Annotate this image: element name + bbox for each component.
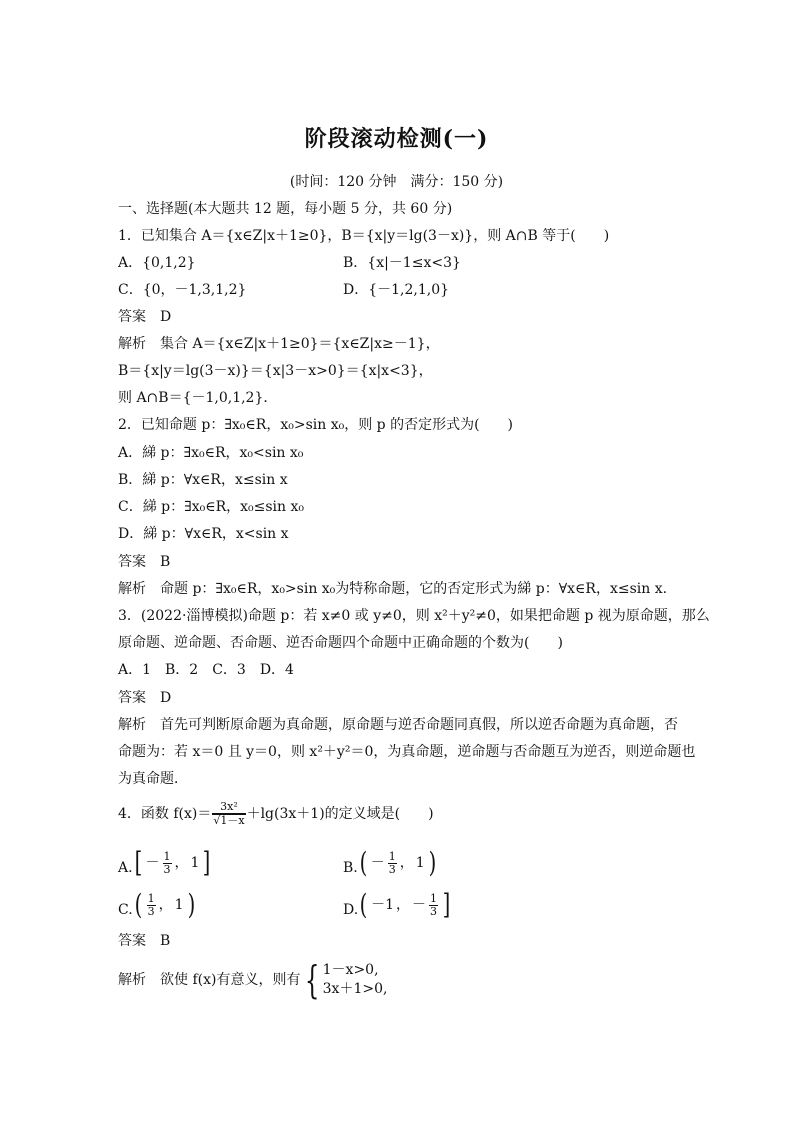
system-line-1: 1－x>0,	[322, 962, 379, 978]
comma: ，	[399, 855, 414, 871]
q2-option-b: B．綈 p：∀x∈R，x≤sin x	[118, 472, 288, 488]
fraction-numerator: 1	[163, 849, 171, 863]
fraction	[147, 893, 156, 918]
right-bracket: )	[187, 888, 195, 921]
q2-analysis: 解析 命题 p：∃x₀∈R，x₀>sin x₀为特称命题，它的否定形式为綈 p：∀x∈R，x≤sin x.	[118, 581, 668, 597]
fraction-numerator: 3x²	[212, 801, 245, 814]
comma: ，	[174, 855, 189, 871]
q3-analysis-line3: 为真命题．	[118, 771, 188, 787]
q4-answer: 答案 B	[118, 933, 171, 949]
interval	[133, 846, 213, 880]
system-lines	[323, 961, 388, 999]
minus-sign: －	[370, 855, 385, 871]
q2-stem: 2．已知命题 p：∃x₀∈R，x₀>sin x₀，则 p 的否定形式为( )	[118, 417, 513, 433]
q4-stem-prefix: 4．函数 f(x)＝	[118, 806, 212, 822]
page-title: 阶段滚动检测(一)	[304, 126, 489, 152]
q2-option-d: D．綈 p：∀x∈R，x<sin x	[118, 526, 289, 542]
q4-option-d	[343, 888, 452, 927]
right-bracket: ]	[203, 846, 211, 879]
q4-option-c	[118, 888, 196, 927]
interval-right-value: 1	[415, 855, 425, 871]
q4-analysis	[118, 960, 387, 1000]
fraction-denominator: 3	[388, 862, 396, 876]
left-bracket: (	[134, 888, 142, 921]
comma: ，	[396, 897, 411, 913]
q4-option-b	[343, 846, 438, 885]
interval	[358, 888, 452, 922]
fraction-denominator: √1－x	[213, 814, 245, 827]
q3-options: A．1 B．2 C．3 D．4	[118, 662, 294, 678]
fraction-denominator: 3	[430, 904, 438, 918]
q4-fraction	[212, 801, 245, 827]
left-bracket: (	[359, 846, 368, 879]
q4-analysis-prefix: 解析 欲使 f(x)有意义，则有	[118, 972, 301, 988]
comma: ，	[158, 897, 173, 913]
q2-answer: 答案 B	[118, 554, 171, 570]
q3-analysis-line2: 命题为：若 x＝0 且 y＝0，则 x²＋y²＝0，为真命题，逆命题与否命题互为逆否，则逆命题也	[118, 744, 696, 760]
interval-left-value: －1	[371, 897, 395, 913]
right-bracket: )	[428, 846, 436, 879]
q1-answer: 答案 D	[118, 309, 172, 325]
q1-analysis-line1: 解析 集合 A＝{x∈Z|x＋1≥0}＝{x∈Z|x≥－1}，	[118, 336, 440, 352]
fraction	[429, 893, 438, 918]
exam-meta: (时间：120 分钟 满分：150 分)	[289, 174, 504, 190]
q1-stem: 1．已知集合 A＝{x∈Z|x＋1≥0}，B＝{x|y＝lg(3－x)}，则 A∩B 等于( )	[118, 228, 610, 244]
left-brace: {	[305, 958, 320, 1002]
fraction	[388, 851, 397, 876]
q1-option-c: C．{0，－1,3,1,2}	[118, 282, 247, 298]
section-heading: 一、选择题(本大题共 12 题，每小题 5 分，共 60 分)	[118, 201, 453, 217]
option-label: B.	[343, 860, 358, 876]
option-label: D.	[343, 902, 359, 918]
q3-stem-line2: 原命题、逆命题、否命题、逆否命题四个命题中正确命题的个数为( )	[118, 635, 563, 651]
option-label: C.	[118, 902, 133, 918]
interval-right-value: 1	[190, 855, 200, 871]
q1-option-b: B．{x|－1≤x<3}	[343, 255, 461, 271]
fraction-denominator: 3	[147, 904, 155, 918]
left-bracket: (	[359, 888, 368, 921]
q2-option-a: A．綈 p：∃x₀∈R，x₀<sin x₀	[118, 445, 304, 461]
fraction-numerator: 1	[147, 891, 155, 905]
q3-answer: 答案 D	[118, 690, 172, 706]
q3-analysis-line1: 解析 首先可判断原命题为真命题，原命题与逆否命题同真假，所以逆否命题为真命题，否	[118, 717, 678, 733]
interval-right-value: 1	[174, 897, 184, 913]
q3-stem-line1: 3．(2022·淄博模拟)命题 p：若 x≠0 或 y≠0，则 x²＋y²≠0，如果把命题 p 视为原命题，那么	[118, 608, 710, 624]
q2-option-c: C．綈 p：∃x₀∈R，x₀≤sin x₀	[118, 499, 305, 515]
inequality-system	[300, 958, 388, 1002]
q4-stem-suffix: ＋lg(3x＋1)的定义域是( )	[246, 806, 434, 822]
q4-option-a	[118, 846, 212, 885]
fraction-numerator: 1	[430, 891, 438, 905]
q1-analysis-line2: B＝{x|y＝lg(3－x)}＝{x|3－x>0}＝{x|x<3}，	[118, 363, 433, 379]
q1-option-a: A．{0,1,2}	[118, 255, 196, 271]
fraction	[163, 851, 172, 876]
system-line-2: 3x＋1>0,	[322, 981, 388, 997]
fraction-denominator: 3	[163, 862, 171, 876]
q4-stem	[118, 800, 434, 828]
q1-option-d: D．{－1,2,1,0}	[343, 282, 450, 298]
interval	[133, 888, 197, 922]
right-bracket: ]	[442, 888, 451, 921]
left-bracket: [	[134, 846, 142, 879]
minus-sign: －	[412, 897, 427, 913]
fraction-numerator: 1	[388, 849, 396, 863]
interval	[358, 846, 438, 880]
minus-sign: －	[145, 855, 160, 871]
q1-analysis-line3: 则 A∩B＝{－1,0,1,2}．	[118, 390, 278, 406]
option-label: A.	[118, 860, 133, 876]
